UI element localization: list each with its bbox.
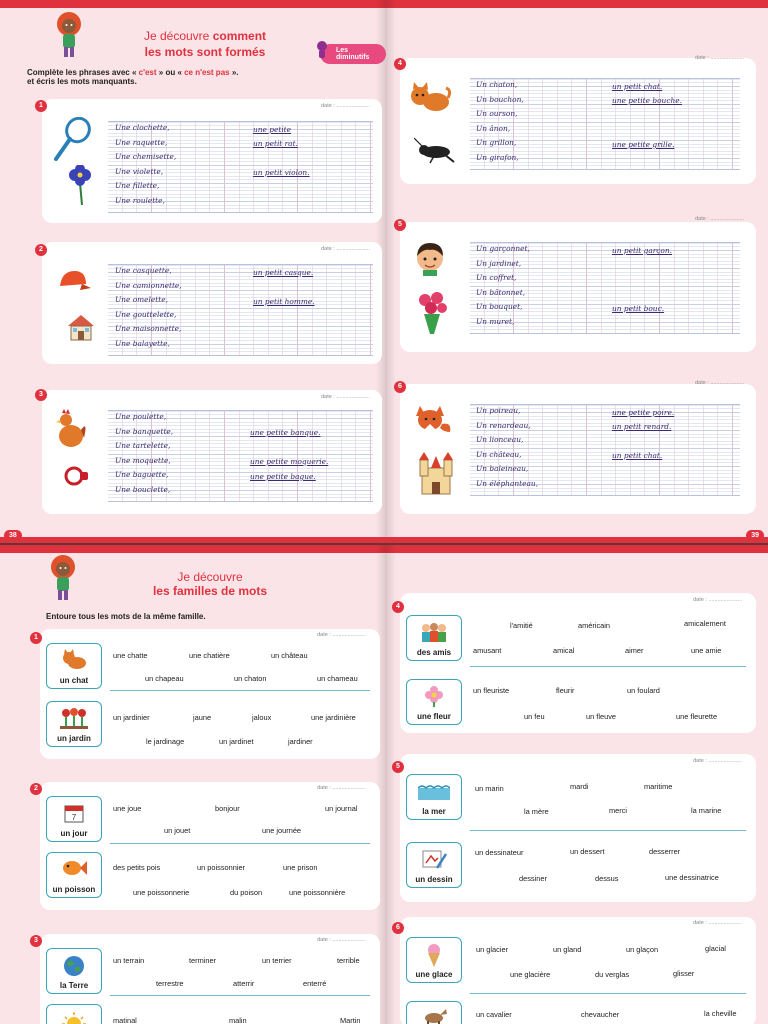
family-word-box bbox=[46, 852, 102, 898]
family-word: un poisson bbox=[52, 885, 96, 894]
mascot-small-icon bbox=[314, 40, 330, 60]
date-field[interactable]: date : ...................... bbox=[693, 597, 742, 603]
answer-text[interactable]: un petit garçon. bbox=[612, 246, 672, 255]
exercise-card-3 bbox=[42, 390, 382, 514]
word-choice[interactable]: un glaçon bbox=[626, 945, 659, 954]
instruction: Entoure tous les mots de la même famille. bbox=[46, 612, 206, 621]
sentence-line: Une violette, bbox=[115, 166, 164, 176]
date-field[interactable]: date : ...................... bbox=[695, 216, 744, 222]
top-band bbox=[0, 0, 386, 8]
exercise-number: 4 bbox=[394, 58, 406, 70]
sentence-line: Une raquette, bbox=[115, 137, 168, 147]
answer-text[interactable]: une petite moquerie. bbox=[250, 457, 329, 466]
word-choice[interactable]: une amie bbox=[691, 646, 722, 655]
answer-text[interactable]: un petit chat. bbox=[612, 82, 663, 91]
sentence-line: Une balayette, bbox=[115, 338, 170, 348]
sentence-line: Une poulette, bbox=[115, 412, 167, 421]
sentence-line: Un girafon, bbox=[476, 152, 519, 162]
family-card-2 bbox=[40, 782, 380, 910]
friends-icon bbox=[418, 621, 450, 643]
word-choice[interactable]: un glacier bbox=[476, 945, 509, 954]
sentence-lines bbox=[476, 78, 524, 165]
answer-text[interactable]: une petite bbox=[253, 125, 292, 134]
garden-icon bbox=[60, 707, 88, 729]
word-choice[interactable]: une jardinière bbox=[311, 713, 356, 722]
sentence-line: Un chaton, bbox=[476, 80, 518, 89]
word-choice[interactable]: un fleuriste bbox=[473, 686, 510, 695]
family-card-5 bbox=[400, 754, 756, 902]
word-choice[interactable]: amicalement bbox=[684, 619, 726, 628]
sentence-line: Un renardeau, bbox=[476, 420, 531, 430]
sentence-lines bbox=[115, 410, 173, 497]
violet-flower-icon bbox=[66, 165, 94, 205]
sun-icon bbox=[61, 1010, 87, 1024]
globe-icon bbox=[62, 954, 86, 978]
page-gutter bbox=[386, 0, 396, 543]
title-light: Je découvre bbox=[177, 570, 243, 584]
sentence-line: Une casquette, bbox=[115, 266, 172, 275]
fox-icon bbox=[412, 402, 452, 436]
word-choice[interactable]: jaloux bbox=[252, 713, 272, 722]
answer-text[interactable]: un petit rat. bbox=[253, 139, 298, 148]
topic-badge bbox=[320, 44, 386, 64]
word-choice[interactable]: une chatte bbox=[113, 651, 148, 660]
sentence-line: Une tartelette, bbox=[115, 441, 171, 450]
date-field[interactable]: date : ...................... bbox=[321, 103, 370, 109]
word-choice[interactable]: terrestre bbox=[156, 979, 184, 988]
word-choice[interactable]: un chameau bbox=[317, 674, 358, 683]
word-choice[interactable]: un poissonnier bbox=[197, 863, 246, 872]
sentence-line: Une maisonnette, bbox=[115, 324, 182, 333]
instr-highlight: ce n'est pas bbox=[184, 68, 230, 77]
word-choice[interactable]: terminer bbox=[189, 956, 217, 965]
word-choice[interactable]: un dessinateur bbox=[475, 848, 524, 857]
word-choice[interactable]: enterré bbox=[303, 979, 327, 988]
title-strong: comment bbox=[212, 29, 267, 43]
word-choice[interactable]: chevaucher bbox=[581, 1010, 620, 1019]
word-choice[interactable]: la mère bbox=[524, 807, 549, 816]
answer-text[interactable]: un petit bouc. bbox=[612, 304, 665, 313]
tennis-racket-icon bbox=[52, 117, 92, 165]
date-field[interactable]: date : ...................... bbox=[317, 937, 366, 943]
exercise-number: 2 bbox=[30, 783, 42, 795]
family-word-box bbox=[46, 948, 102, 994]
sentence-line: Une clochette, bbox=[115, 123, 170, 132]
word-choice[interactable]: un gland bbox=[553, 945, 582, 954]
word-choice[interactable]: atterrir bbox=[233, 979, 255, 988]
instr-part: ». bbox=[229, 68, 239, 77]
word-choice[interactable]: merci bbox=[609, 806, 628, 815]
word-choice[interactable]: un fleuve bbox=[586, 712, 616, 721]
exercise-card-5 bbox=[400, 216, 756, 352]
family-word: des amis bbox=[416, 648, 452, 657]
page-families-right bbox=[386, 545, 768, 1024]
family-word: une glace bbox=[415, 970, 453, 979]
exercise-number: 2 bbox=[35, 244, 47, 256]
word-choice[interactable]: une fleurette bbox=[676, 712, 718, 721]
instr-highlight: c'est bbox=[138, 68, 157, 77]
word-choice[interactable]: fleurir bbox=[556, 686, 575, 695]
word-choice[interactable]: un feu bbox=[524, 712, 545, 721]
page-number: 39 bbox=[746, 530, 764, 541]
sentence-line: Un château, bbox=[476, 449, 522, 459]
sentence-line: Une banquette, bbox=[115, 426, 174, 436]
exercise-number: 3 bbox=[30, 935, 42, 947]
separator bbox=[470, 666, 746, 667]
cricket-icon bbox=[414, 136, 458, 164]
exercise-number: 3 bbox=[35, 389, 47, 401]
family-word: un jardin bbox=[57, 734, 91, 743]
word-choice[interactable]: un château bbox=[271, 651, 308, 660]
page-number: 38 bbox=[4, 530, 22, 541]
word-choice[interactable]: glisser bbox=[673, 969, 695, 978]
exercise-number: 1 bbox=[30, 632, 42, 644]
date-field[interactable]: date : ...................... bbox=[695, 380, 744, 386]
instruction bbox=[27, 68, 239, 86]
family-word-box bbox=[406, 679, 462, 725]
sentence-line: Une moquette, bbox=[115, 455, 171, 465]
word-choice[interactable]: un cavalier bbox=[476, 1010, 512, 1019]
family-word-box bbox=[406, 615, 462, 661]
word-choice[interactable]: terrible bbox=[337, 956, 360, 965]
word-choice[interactable]: un chapeau bbox=[145, 674, 184, 683]
exercise-number: 6 bbox=[392, 922, 404, 934]
flower-icon bbox=[423, 685, 445, 707]
family-word: la Terre bbox=[59, 981, 89, 990]
date-field[interactable]: date : ...................... bbox=[317, 632, 366, 638]
sentence-lines bbox=[476, 242, 530, 329]
sentence-line: Une bouclette, bbox=[115, 484, 171, 494]
word-choice[interactable]: une prison bbox=[283, 863, 318, 872]
family-word: la mer bbox=[422, 807, 446, 816]
exercise-card-1 bbox=[42, 99, 382, 223]
family-card-1 bbox=[40, 629, 380, 759]
top-band bbox=[386, 0, 768, 8]
sentence-line: Un grillon, bbox=[476, 138, 517, 147]
family-word: une fleur bbox=[417, 712, 451, 721]
word-choice[interactable]: amusant bbox=[473, 646, 502, 655]
page-families-left bbox=[0, 545, 386, 1024]
family-word-box bbox=[46, 1004, 102, 1024]
calendar-icon bbox=[63, 802, 85, 824]
word-choice[interactable]: glacial bbox=[705, 944, 726, 953]
bottom-band bbox=[386, 537, 768, 543]
word-choice[interactable]: jaune bbox=[193, 713, 212, 722]
sentence-line: Un bâtonnet, bbox=[476, 287, 526, 297]
word-choice[interactable]: un chaton bbox=[234, 674, 267, 683]
page-39 bbox=[386, 0, 768, 543]
sentence-line: Un éléphanteau, bbox=[476, 478, 538, 488]
word-choice[interactable]: du poison bbox=[230, 888, 263, 897]
sentence-line: Une omelette, bbox=[115, 295, 168, 304]
word-choice[interactable]: des petits pois bbox=[113, 863, 161, 872]
exercise-number: 1 bbox=[35, 100, 47, 112]
sentence-line: Un baleineau, bbox=[476, 464, 529, 473]
sentence-lines bbox=[115, 121, 176, 208]
word-choice[interactable]: l'amitié bbox=[510, 621, 533, 630]
family-word-box bbox=[406, 774, 462, 820]
drawing-icon bbox=[421, 848, 447, 870]
word-choice[interactable]: la marine bbox=[691, 806, 722, 815]
exercise-card-2 bbox=[42, 242, 382, 364]
girl-mascot-icon bbox=[46, 553, 80, 603]
instr-part: Complète les phrases avec « bbox=[27, 68, 139, 77]
word-choice[interactable]: dessiner bbox=[519, 874, 547, 883]
separator bbox=[470, 993, 746, 994]
word-choice[interactable]: une journée bbox=[262, 826, 302, 835]
sentence-line: Un bouchon, bbox=[476, 94, 524, 104]
date-field[interactable]: date : ...................... bbox=[695, 55, 744, 61]
word-choice[interactable]: malin bbox=[229, 1016, 247, 1024]
bottom-band bbox=[0, 537, 386, 543]
exercise-number: 5 bbox=[394, 219, 406, 231]
top-band bbox=[386, 545, 768, 553]
word-choice[interactable]: le jardinage bbox=[146, 737, 185, 746]
family-word: un chat bbox=[59, 676, 89, 685]
word-choice[interactable]: mardi bbox=[570, 782, 589, 791]
sentence-line: Une fillette, bbox=[115, 181, 160, 190]
sentence-lines bbox=[115, 264, 182, 351]
sentence-line: Une gouttelette, bbox=[115, 309, 177, 319]
title-light: Je découvre bbox=[143, 29, 213, 43]
sentence-line: Une roulette, bbox=[115, 195, 165, 205]
svg-text:7: 7 bbox=[71, 813, 77, 822]
sentence-line: Un bouquet, bbox=[476, 302, 523, 311]
family-card-3 bbox=[40, 934, 380, 1024]
answer-text[interactable]: un petit casque. bbox=[253, 268, 314, 277]
word-choice[interactable]: jardiner bbox=[288, 737, 313, 746]
family-word-box bbox=[406, 937, 462, 983]
title-strong-line2: les mots sont formés bbox=[144, 45, 266, 59]
castle-icon bbox=[418, 450, 454, 496]
answer-text[interactable]: une petite grille. bbox=[612, 140, 675, 149]
answer-text[interactable]: une petite bague. bbox=[250, 472, 316, 481]
cat-icon bbox=[61, 649, 87, 671]
word-choice[interactable]: maritime bbox=[644, 782, 673, 791]
ring-icon bbox=[62, 464, 92, 488]
separator bbox=[110, 995, 370, 996]
sentence-line: Un poireau, bbox=[476, 406, 521, 415]
house-icon bbox=[66, 312, 96, 342]
sentence-line: Un lionceau, bbox=[476, 435, 524, 444]
word-choice[interactable]: un dessert bbox=[570, 847, 605, 856]
top-band bbox=[0, 545, 386, 553]
sentence-line: Un ânon, bbox=[476, 123, 511, 133]
family-word-box bbox=[46, 796, 102, 842]
word-choice[interactable]: une glacière bbox=[510, 970, 551, 979]
title-strong: les familles de mots bbox=[152, 584, 268, 598]
family-word-box bbox=[46, 701, 102, 747]
word-choice[interactable]: américain bbox=[578, 621, 611, 630]
word-choice[interactable]: un jouet bbox=[164, 826, 191, 835]
badge-label: Les diminutifs bbox=[336, 47, 370, 61]
word-choice[interactable]: une dessinatrice bbox=[665, 873, 719, 882]
answer-text[interactable]: un petit chat. bbox=[612, 451, 663, 460]
word-choice[interactable]: un jardinet bbox=[219, 737, 254, 746]
answer-text[interactable]: un petit renard. bbox=[612, 422, 672, 431]
word-choice[interactable]: Martin bbox=[340, 1016, 361, 1024]
word-choice[interactable]: un terrier bbox=[262, 956, 292, 965]
family-word: un jour bbox=[60, 829, 88, 838]
answer-text[interactable]: une petite banque. bbox=[250, 428, 321, 437]
exercise-number: 5 bbox=[392, 761, 404, 773]
word-choice[interactable]: un jardinier bbox=[113, 713, 150, 722]
rooster-icon bbox=[54, 408, 88, 452]
sea-icon bbox=[418, 780, 450, 800]
word-choice[interactable]: bonjour bbox=[215, 804, 240, 813]
date-field[interactable]: date : ...................... bbox=[317, 785, 366, 791]
separator bbox=[470, 830, 746, 831]
date-field[interactable]: date : ...................... bbox=[321, 394, 370, 400]
answer-text[interactable]: une petite poire. bbox=[612, 408, 675, 417]
exercise-number: 4 bbox=[392, 601, 404, 613]
word-choice[interactable]: une poissonnerie bbox=[133, 888, 190, 897]
word-choice[interactable]: desserrer bbox=[649, 847, 681, 856]
ice-cream-icon bbox=[425, 943, 443, 967]
answer-text[interactable]: un petit homme. bbox=[253, 297, 315, 306]
date-field[interactable]: date : ...................... bbox=[693, 758, 742, 764]
girl-mascot-icon bbox=[52, 10, 86, 60]
cat-icon bbox=[408, 82, 452, 114]
instruction-line2: et écris les mots manquants. bbox=[27, 77, 137, 86]
word-choice[interactable]: une joue bbox=[113, 804, 142, 813]
word-choice[interactable]: matinal bbox=[113, 1016, 137, 1024]
sentence-line: Une camionnette, bbox=[115, 280, 182, 290]
family-word: un dessin bbox=[415, 875, 453, 884]
word-choice[interactable]: amical bbox=[553, 646, 575, 655]
page-title bbox=[130, 27, 280, 59]
family-word-box bbox=[406, 1001, 462, 1024]
word-choice[interactable]: une poissonnière bbox=[289, 888, 346, 897]
sentence-line: Une chemisette, bbox=[115, 152, 177, 161]
word-choice[interactable]: la cheville bbox=[704, 1009, 737, 1018]
sentence-line: Un ourson, bbox=[476, 109, 518, 118]
sentence-lines bbox=[476, 404, 538, 491]
page-38 bbox=[0, 0, 386, 543]
sentence-line: Un muret, bbox=[476, 316, 515, 326]
family-word-box bbox=[46, 643, 102, 689]
exercise-card-6 bbox=[400, 380, 756, 514]
word-choice[interactable]: un marin bbox=[475, 784, 504, 793]
separator bbox=[110, 690, 370, 691]
sentence-line: Un garçonnet, bbox=[476, 244, 530, 253]
word-choice[interactable]: aimer bbox=[625, 646, 644, 655]
sentence-line: Un coffret, bbox=[476, 273, 517, 282]
horse-icon bbox=[420, 1007, 448, 1024]
exercise-number: 6 bbox=[394, 381, 406, 393]
bouquet-icon bbox=[414, 290, 450, 336]
word-choice[interactable]: du verglas bbox=[595, 970, 630, 979]
separator bbox=[110, 843, 370, 844]
word-choice[interactable]: dessus bbox=[595, 874, 619, 883]
answer-text[interactable]: une petite bouche. bbox=[612, 96, 682, 105]
date-field[interactable]: date : ...................... bbox=[321, 246, 370, 252]
sentence-line: Une baguette, bbox=[115, 470, 169, 479]
cap-icon bbox=[56, 268, 92, 294]
boy-icon bbox=[414, 240, 446, 276]
page-gutter bbox=[386, 545, 396, 1024]
word-choice[interactable]: un foulard bbox=[627, 686, 660, 695]
date-field[interactable]: date : ...................... bbox=[693, 920, 742, 926]
family-card-4 bbox=[400, 593, 756, 733]
fish-icon bbox=[61, 858, 87, 878]
family-word-box bbox=[406, 842, 462, 888]
word-choice[interactable]: un journal bbox=[325, 804, 358, 813]
word-choice[interactable]: une chatière bbox=[189, 651, 230, 660]
word-choice[interactable]: un terrain bbox=[113, 956, 145, 965]
page-title bbox=[150, 570, 270, 598]
sentence-line: Un jardinet, bbox=[476, 258, 522, 268]
exercise-card-4 bbox=[400, 55, 756, 184]
instr-part: » ou « bbox=[156, 68, 185, 77]
answer-text[interactable]: un petit violon. bbox=[253, 168, 310, 177]
family-card-6 bbox=[400, 917, 756, 1024]
